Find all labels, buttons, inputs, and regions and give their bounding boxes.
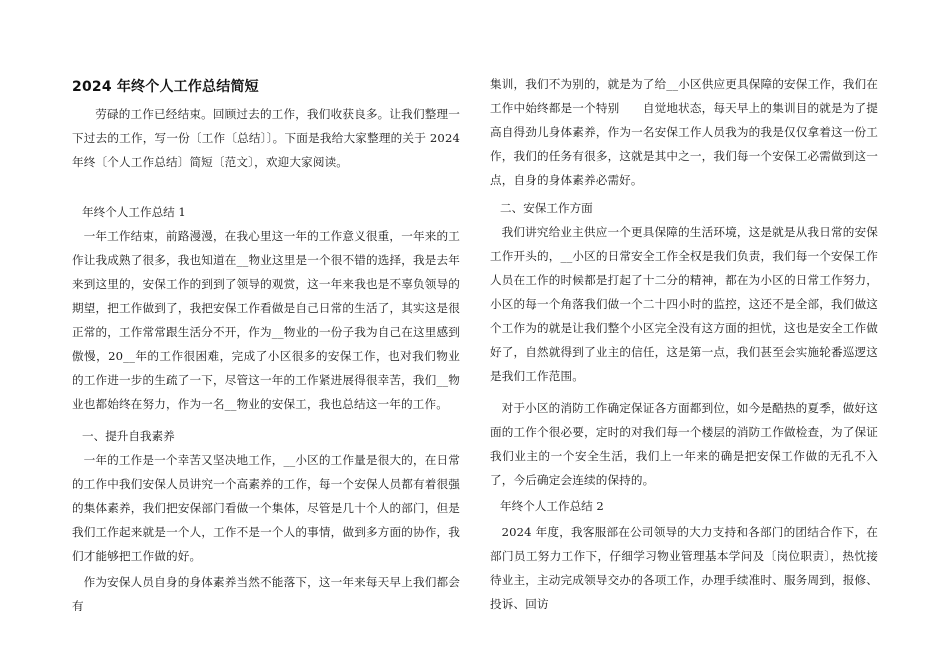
paragraph-summary-2: 2024 年度，我客服部在公司领导的大力支持和各部门的团结合作下，在部门员工努力工作下，仔细学习物业管理基本学问及〔岗位职责〕，热忱接待业主，主动完成领导交办的各项工作，办理手续准时、服务周到，报修、投诉、回访 <box>490 525 878 611</box>
section-heading-2: 年终个人工作总结 2 <box>500 499 604 513</box>
paragraph-training: 集训，我们不为别的，就是为了给__小区供应更具保障的安保工作，我们在工作中始终都是一个特别 自觉地状态，每天早上的集训目的就是为了提高自得劲儿身体素养，作为一名安保工作人员我为的我是仅仅拿着这一份工作，我们的任务有很多，这就是其中之一，我们每一个安保工必需做到这一点，自身的身体素养必需好。 <box>490 77 878 187</box>
intro-paragraph: 劳碌的工作已经结束。回顾过去的工作，我们收获良多。让我们整理一下过去的工作，写一份〔工作〔总结〕〕。下面是我给大家整理的关于 2024 年终〔个人工作总结〕简短〔范文〕，欢迎大家阅读。 <box>72 107 460 169</box>
paragraph-physical-quality: 作为安保人员自身的身体素养当然不能落下，这一年来每天早上我们都会有 <box>72 575 460 613</box>
paragraph-fire-safety: 对于小区的消防工作确定保证各方面都到位，如今是酷热的夏季，做好这面的工作个很必要，定时的对我们每一个楼层的消防工作做检查，为了保证我们业主的一个安全生活，我们上一年来的确是把安保工作做的无孔不入了，今后确定会连续的保持的。 <box>490 401 878 487</box>
paragraph-self-quality: 一年的工作是一个幸苦又坚决地工作，__小区的工作量是很大的，在日常的工作中我们安保人员讲究一个高素养的工作，每一个安保人员都有着很强的集体素养，我们把安保部门看做一个集体，尽管是几十个人的部门，但是我们工作起来就是一个人，工作不是一个人的事情，做到多方面的协作，我们才能够把工作做的好。 <box>72 453 460 563</box>
paragraph-security-work: 我们讲究给业主供应一个更具保障的生活环境，这是就是从我日常的安保工作开头的，__小区的日常安全工作全权是我们负责，我们每一个安保工作人员在工作的时候都是打起了十二分的精神，都在为小区的日常工作努力，小区的每一个角落我们做一个二十四小时的监控，这还不是全部，我们做这个工作为的就是让我们整个小区完全没有这方面的担忧，这也是安全工作做好了，自然就得到了业主的信任，这是第一点，我们甚至会实施轮番巡逻这是我们工作范围。 <box>490 225 878 383</box>
paragraph-summary-1: 一年工作结束，前路漫漫，在我心里这一年的工作意义很重，一年来的工作让我成熟了很多，我也知道在__物业这里是一个很不错的选择，我是去年来到这里的，安保工作的到到了领导的观赏，这一年来我也是不辜负领导的期望，把工作做到了，我把安保工作看做是自己日常的生活了，其实这是很正常的，工作常常跟生活分不开，作为__物业的一份子我为自己在这里感到傲慢，20__年的工作很困难，完成了小区很多的安保工作，也对我们物业的工作进一步的生疏了一下，尽管这一年的工作紧进展得很幸苦，我们__物业也都始终在努力，作为一名__物业的安保工，我也总结这一年的工作。 <box>72 229 460 411</box>
section-heading-1: 年终个人工作总结 1 <box>82 205 186 219</box>
subheading-self-quality: 一、提升自我素养 <box>82 429 175 443</box>
subheading-security-work: 二、安保工作方面 <box>500 201 593 215</box>
document-title: 2024 年终个人工作总结简短 <box>72 79 259 95</box>
